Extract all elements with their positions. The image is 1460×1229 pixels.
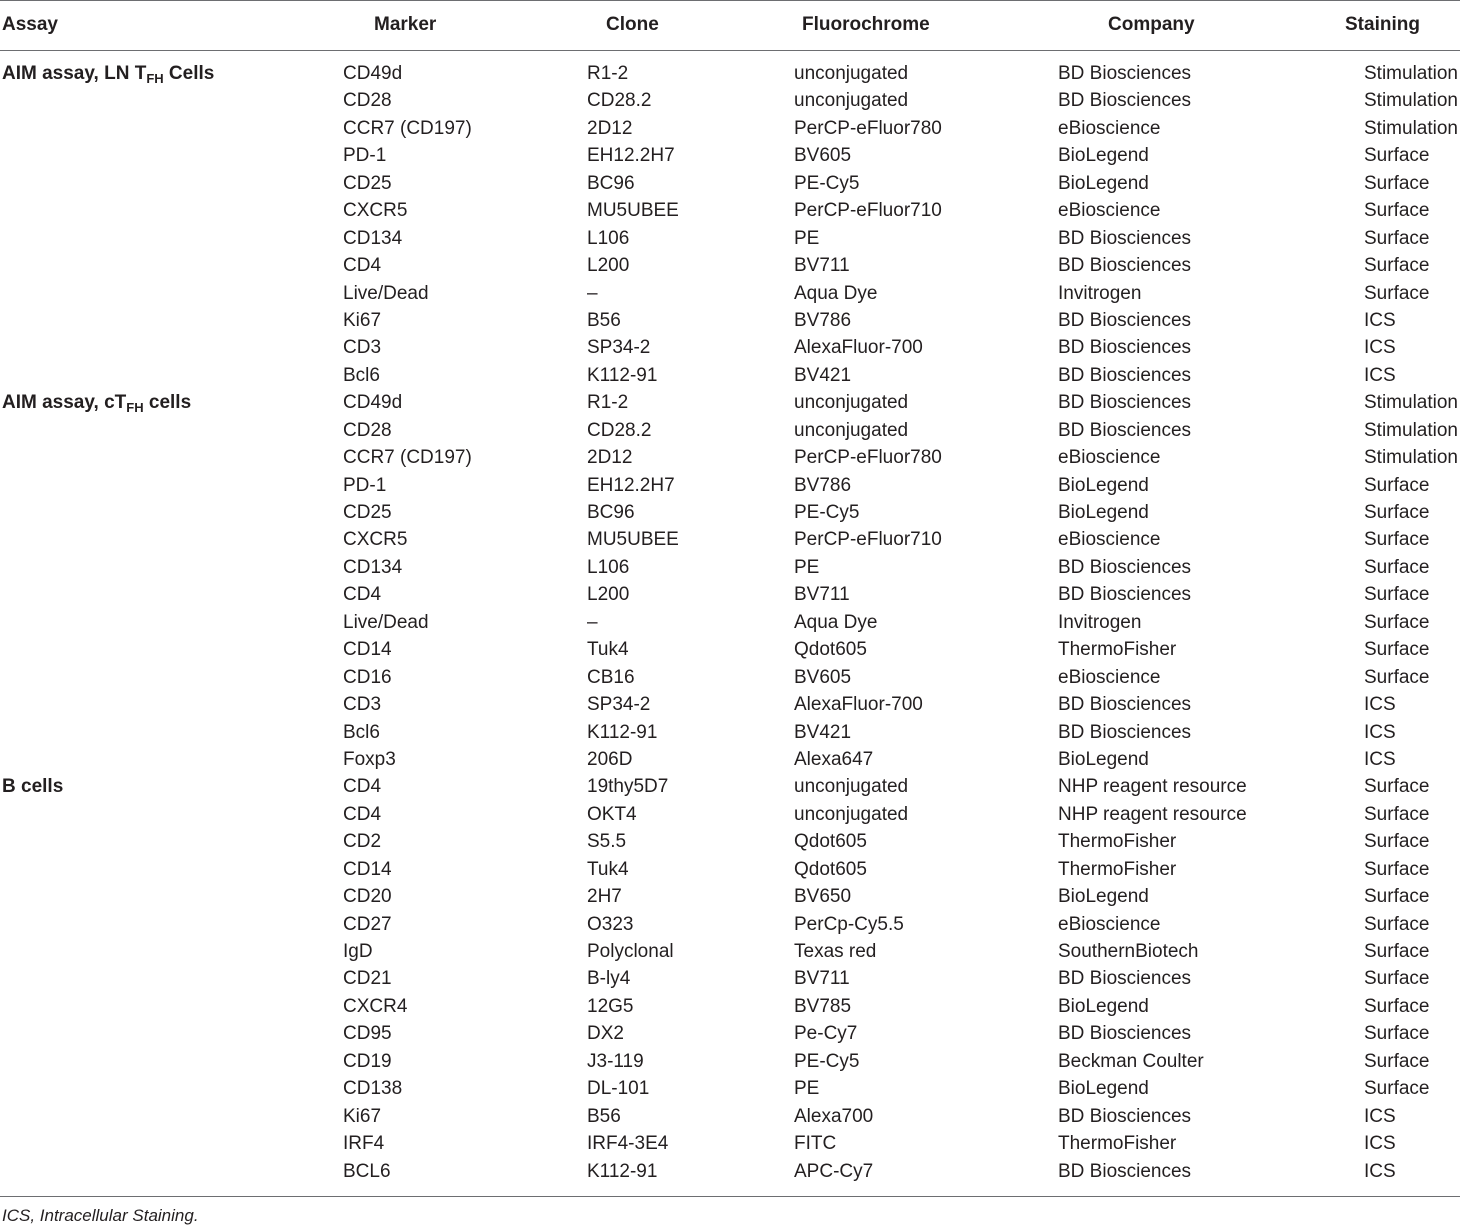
marker-cell: IgD [343, 941, 373, 962]
staining-cell: ICS [1364, 721, 1396, 743]
clone-cell: B-ly4 [587, 968, 631, 990]
fluorochrome-cell: Qdot605 [794, 858, 867, 880]
fluorochrome-cell: BV785 [794, 995, 852, 1017]
staining-cell: Surface [1364, 255, 1430, 277]
staining-cell: Surface [1364, 556, 1430, 578]
fluorochrome-cell: Alexa700 [794, 1105, 874, 1127]
marker-cell: Bcl6 [343, 721, 380, 743]
assay-cell: AIM assay, $cT_{FH}$ cells [2, 392, 192, 416]
table-row [0, 858, 1460, 885]
marker-cell: CD14 [343, 639, 392, 661]
table-row [0, 803, 1460, 830]
company-cell: ThermoFisher [1058, 831, 1177, 853]
fluorochrome-cell: PerCP-eFluor710 [794, 200, 942, 222]
clone-cell: 12G5 [587, 995, 634, 1017]
table-row [0, 1105, 1460, 1132]
table-row [0, 1022, 1460, 1049]
clone-cell: 206D [587, 748, 633, 770]
staining-cell: Surface [1364, 886, 1430, 908]
clone-cell: MU5UBEE [587, 529, 679, 551]
fluorochrome-cell: FITC [794, 1133, 837, 1155]
company-cell: BD Biosciences [1058, 721, 1192, 743]
staining-cell: ICS [1364, 309, 1396, 331]
fluorochrome-cell: PerCP-eFluor710 [794, 529, 942, 551]
company-cell: eBioscience [1058, 913, 1161, 935]
staining-cell: Surface [1364, 803, 1430, 825]
company-cell: NHP reagent resource [1058, 776, 1247, 798]
company-cell: BioLegend [1058, 886, 1149, 908]
marker-cell: CD16 [343, 666, 392, 688]
fluorochrome-cell: PerCP-eFluor780 [794, 117, 942, 139]
clone-cell: O323 [587, 913, 634, 935]
marker-cell: CD4 [343, 803, 382, 825]
fluorochrome-cell: BV421 [794, 721, 852, 743]
clone-cell: 2H7 [587, 886, 622, 908]
table-row [0, 254, 1460, 281]
marker-cell: Ki67 [343, 309, 382, 331]
table-row [0, 336, 1460, 363]
company-cell: BD Biosciences [1058, 694, 1192, 716]
company-cell: NHP reagent resource [1058, 803, 1247, 825]
staining-cell: Surface [1364, 1023, 1430, 1045]
table-row [0, 117, 1460, 144]
fluorochrome-cell: BV650 [794, 886, 852, 908]
table-row [0, 1160, 1460, 1187]
company-cell: eBioscience [1058, 200, 1161, 222]
fluorochrome-cell: Alexa647 [794, 748, 874, 770]
staining-cell: Surface [1364, 1078, 1430, 1100]
fluorochrome-cell: PE-Cy5 [794, 1050, 860, 1072]
fluorochrome-cell: Aqua Dye [794, 611, 878, 633]
clone-cell: J3-119 [587, 1050, 644, 1072]
header-staining: Staining [1345, 14, 1420, 35]
bottom-rule [0, 1196, 1460, 1197]
clone-cell: CD28.2 [587, 419, 652, 441]
clone-cell: DL-101 [587, 1078, 650, 1100]
clone-cell: EH12.2H7 [587, 145, 675, 167]
marker-cell: Live/Dead [343, 611, 429, 633]
marker-cell: CD28 [343, 419, 392, 441]
fluorochrome-cell: unconjugated [794, 776, 909, 798]
company-cell: BD Biosciences [1058, 419, 1192, 441]
fluorochrome-cell: BV786 [794, 474, 852, 496]
staining-cell: Stimulation [1364, 447, 1458, 469]
table-footnote: ICS, Intracellular Staining. [2, 1206, 199, 1225]
marker-cell: CD28 [343, 90, 392, 112]
marker-cell: CD3 [343, 694, 382, 716]
staining-cell: Surface [1364, 584, 1430, 606]
fluorochrome-cell: BV711 [794, 584, 850, 606]
table-row [0, 830, 1460, 857]
table-row [0, 638, 1460, 665]
clone-cell: Tuk4 [587, 858, 629, 880]
table-row [0, 62, 1460, 89]
clone-cell: B56 [587, 1105, 621, 1127]
company-cell: BioLegend [1058, 748, 1149, 770]
marker-cell: CD134 [343, 556, 403, 578]
clone-cell: EH12.2H7 [587, 474, 675, 496]
marker-cell: PD-1 [343, 145, 387, 167]
fluorochrome-cell: unconjugated [794, 392, 909, 414]
company-cell: BD Biosciences [1058, 227, 1192, 249]
table-row [0, 666, 1460, 693]
staining-cell: Surface [1364, 639, 1430, 661]
table-header [0, 0, 1460, 50]
header-marker: Marker [374, 14, 437, 35]
table-row [0, 199, 1460, 226]
table-row [0, 419, 1460, 446]
fluorochrome-cell: BV711 [794, 255, 850, 277]
fluorochrome-cell: BV605 [794, 145, 852, 167]
company-cell: BD Biosciences [1058, 1023, 1192, 1045]
marker-cell: CD25 [343, 172, 392, 194]
staining-cell: Surface [1364, 968, 1430, 990]
fluorochrome-cell: BV786 [794, 309, 852, 331]
staining-cell: Stimulation [1364, 63, 1458, 84]
company-cell: BD Biosciences [1058, 255, 1192, 277]
table-row [0, 611, 1460, 638]
header-assay: Assay [2, 14, 58, 35]
marker-cell: CD19 [343, 1050, 392, 1072]
marker-cell: CD4 [343, 776, 382, 798]
company-cell: eBioscience [1058, 666, 1161, 688]
company-cell: BD Biosciences [1058, 556, 1192, 578]
header-rule [0, 50, 1460, 51]
staining-cell: Surface [1364, 858, 1430, 880]
clone-cell: L200 [587, 584, 630, 606]
marker-cell: CD134 [343, 227, 403, 249]
table-row [0, 967, 1460, 994]
assay-cell: AIM assay, LN $T_{FH}$ Cells [2, 63, 215, 86]
table-row [0, 748, 1460, 775]
clone-cell: BC96 [587, 172, 635, 194]
table-row [0, 940, 1460, 967]
marker-cell: IRF4 [343, 1133, 385, 1155]
table-row [0, 995, 1460, 1022]
table-row [0, 913, 1460, 940]
clone-cell: SP34-2 [587, 337, 651, 359]
staining-cell: Surface [1364, 282, 1430, 304]
fluorochrome-cell: PerCp-Cy5.5 [794, 913, 904, 935]
fluorochrome-cell: Qdot605 [794, 639, 867, 661]
company-cell: BD Biosciences [1058, 63, 1192, 84]
marker-cell: PD-1 [343, 474, 387, 496]
company-cell: BioLegend [1058, 172, 1149, 194]
marker-cell: CD25 [343, 502, 392, 523]
table-row [0, 474, 1460, 501]
staining-cell: ICS [1364, 337, 1396, 359]
marker-cell: CD49d [343, 63, 403, 84]
staining-cell: ICS [1364, 1133, 1396, 1155]
company-cell: Beckman Coulter [1058, 1050, 1204, 1072]
table-row [0, 556, 1460, 583]
clone-cell: SP34-2 [587, 694, 651, 716]
header-clone: Clone [606, 14, 659, 35]
staining-cell: ICS [1364, 748, 1396, 770]
marker-cell: CXCR5 [343, 200, 408, 222]
company-cell: ThermoFisher [1058, 1133, 1177, 1155]
clone-cell: R1-2 [587, 392, 629, 414]
company-cell: BioLegend [1058, 474, 1149, 496]
company-cell: BD Biosciences [1058, 309, 1192, 331]
company-cell: ThermoFisher [1058, 639, 1177, 661]
staining-cell: Stimulation [1364, 117, 1458, 139]
marker-cell: Ki67 [343, 1105, 382, 1127]
fluorochrome-cell: unconjugated [794, 63, 909, 84]
fluorochrome-cell: PE [794, 556, 820, 578]
clone-cell: – [587, 611, 598, 633]
assay-cell: B cells [2, 776, 64, 798]
company-cell: eBioscience [1058, 447, 1161, 469]
fluorochrome-cell: PE-Cy5 [794, 502, 860, 523]
clone-cell: K112-91 [587, 1160, 658, 1182]
staining-cell: Surface [1364, 172, 1430, 194]
marker-cell: CCR7 (CD197) [343, 447, 472, 469]
company-cell: BD Biosciences [1058, 584, 1192, 606]
clone-cell: MU5UBEE [587, 200, 679, 222]
marker-cell: CXCR4 [343, 995, 408, 1017]
clone-cell: 2D12 [587, 117, 633, 139]
marker-cell: CD2 [343, 831, 382, 853]
table-row [0, 309, 1460, 336]
table-row [0, 885, 1460, 912]
staining-cell: Stimulation [1364, 419, 1458, 441]
clone-cell: Tuk4 [587, 639, 629, 661]
clone-cell: CD28.2 [587, 90, 652, 112]
company-cell: ThermoFisher [1058, 858, 1177, 880]
table-row [0, 583, 1460, 610]
table-row [0, 144, 1460, 171]
fluorochrome-cell: Pe-Cy7 [794, 1023, 858, 1045]
marker-cell: CD3 [343, 337, 382, 359]
staining-cell: Surface [1364, 831, 1430, 853]
staining-cell: Surface [1364, 666, 1430, 688]
clone-cell: CB16 [587, 666, 635, 688]
staining-cell: Surface [1364, 941, 1430, 962]
staining-cell: Surface [1364, 145, 1430, 167]
marker-cell: CD20 [343, 886, 392, 908]
fluorochrome-cell: unconjugated [794, 419, 909, 441]
marker-cell: CXCR5 [343, 529, 408, 551]
table-row [0, 1050, 1460, 1077]
staining-cell: Surface [1364, 200, 1430, 222]
fluorochrome-cell: PE-Cy5 [794, 172, 860, 194]
clone-cell: L106 [587, 227, 630, 249]
fluorochrome-cell: unconjugated [794, 803, 909, 825]
table-row [0, 364, 1460, 391]
clone-cell: 19thy5D7 [587, 776, 669, 798]
staining-cell: Surface [1364, 474, 1430, 496]
fluorochrome-cell: APC-Cy7 [794, 1160, 874, 1182]
clone-cell: IRF4-3E4 [587, 1133, 669, 1155]
clone-cell: 2D12 [587, 447, 633, 469]
company-cell: BD Biosciences [1058, 968, 1192, 990]
clone-cell: BC96 [587, 502, 635, 523]
company-cell: eBioscience [1058, 529, 1161, 551]
fluorochrome-cell: PerCP-eFluor780 [794, 447, 942, 469]
staining-cell: Surface [1364, 529, 1430, 551]
marker-cell: CD138 [343, 1078, 403, 1100]
clone-cell: DX2 [587, 1023, 624, 1045]
clone-cell: L106 [587, 556, 630, 578]
table-row [0, 528, 1460, 555]
fluorochrome-cell: Texas red [794, 941, 877, 962]
staining-cell: ICS [1364, 364, 1396, 386]
fluorochrome-cell: AlexaFluor-700 [794, 337, 923, 359]
company-cell: BD Biosciences [1058, 1160, 1192, 1182]
clone-cell: R1-2 [587, 63, 629, 84]
staining-cell: Surface [1364, 611, 1430, 633]
marker-cell: CD27 [343, 913, 392, 935]
fluorochrome-cell: PE [794, 1078, 820, 1100]
table-row [0, 391, 1460, 418]
fluorochrome-cell: Aqua Dye [794, 282, 878, 304]
staining-cell: ICS [1364, 1160, 1396, 1182]
marker-cell: BCL6 [343, 1160, 391, 1182]
clone-cell: OKT4 [587, 803, 637, 825]
marker-cell: CD14 [343, 858, 392, 880]
table-row [0, 446, 1460, 473]
fluorochrome-cell: AlexaFluor-700 [794, 694, 923, 716]
table-row [0, 1132, 1460, 1159]
staining-cell: Surface [1364, 227, 1430, 249]
fluorochrome-cell: BV711 [794, 968, 850, 990]
company-cell: BD Biosciences [1058, 337, 1192, 359]
staining-cell: Surface [1364, 776, 1430, 798]
staining-cell: Surface [1364, 913, 1430, 935]
marker-cell: Foxp3 [343, 748, 396, 770]
table-row [0, 227, 1460, 254]
table-row [0, 172, 1460, 199]
table-row [0, 282, 1460, 309]
company-cell: BD Biosciences [1058, 364, 1192, 386]
table-row [0, 89, 1460, 116]
clone-cell: S5.5 [587, 831, 627, 853]
company-cell: BD Biosciences [1058, 392, 1192, 414]
fluorochrome-cell: PE [794, 227, 820, 249]
company-cell: Invitrogen [1058, 282, 1142, 304]
company-cell: eBioscience [1058, 117, 1161, 139]
fluorochrome-cell: Qdot605 [794, 831, 867, 853]
company-cell: Invitrogen [1058, 611, 1142, 633]
marker-cell: CD95 [343, 1023, 392, 1045]
clone-cell: – [587, 282, 598, 304]
header-company: Company [1108, 14, 1195, 35]
company-cell: BioLegend [1058, 995, 1149, 1017]
company-cell: BioLegend [1058, 502, 1149, 523]
staining-cell: Stimulation [1364, 392, 1458, 414]
staining-cell: ICS [1364, 694, 1396, 716]
table-row [0, 775, 1460, 802]
clone-cell: K112-91 [587, 364, 658, 386]
clone-cell: B56 [587, 309, 621, 331]
company-cell: BioLegend [1058, 145, 1149, 167]
staining-cell: Surface [1364, 1050, 1430, 1072]
header-fluorochrome: Fluorochrome [802, 14, 930, 35]
staining-cell: ICS [1364, 1105, 1396, 1127]
table-body [0, 62, 1460, 1187]
fluorochrome-cell: unconjugated [794, 90, 909, 112]
clone-cell: Polyclonal [587, 941, 674, 962]
staining-cell: Surface [1364, 502, 1430, 523]
marker-cell: CD21 [343, 968, 392, 990]
marker-cell: Bcl6 [343, 364, 380, 386]
clone-cell: K112-91 [587, 721, 658, 743]
staining-cell: Stimulation [1364, 90, 1458, 112]
marker-cell: CD4 [343, 255, 382, 277]
company-cell: BD Biosciences [1058, 90, 1192, 112]
marker-cell: CD4 [343, 584, 382, 606]
table-row [0, 501, 1460, 528]
marker-cell: CD49d [343, 392, 403, 414]
company-cell: SouthernBiotech [1058, 941, 1199, 962]
table-row [0, 721, 1460, 748]
marker-cell: CCR7 (CD197) [343, 117, 472, 139]
fluorochrome-cell: BV605 [794, 666, 852, 688]
staining-cell: Surface [1364, 995, 1430, 1017]
company-cell: BD Biosciences [1058, 1105, 1192, 1127]
table-row [0, 693, 1460, 720]
clone-cell: L200 [587, 255, 630, 277]
company-cell: BioLegend [1058, 1078, 1149, 1100]
table-row [0, 1077, 1460, 1104]
marker-cell: Live/Dead [343, 282, 429, 304]
fluorochrome-cell: BV421 [794, 364, 852, 386]
